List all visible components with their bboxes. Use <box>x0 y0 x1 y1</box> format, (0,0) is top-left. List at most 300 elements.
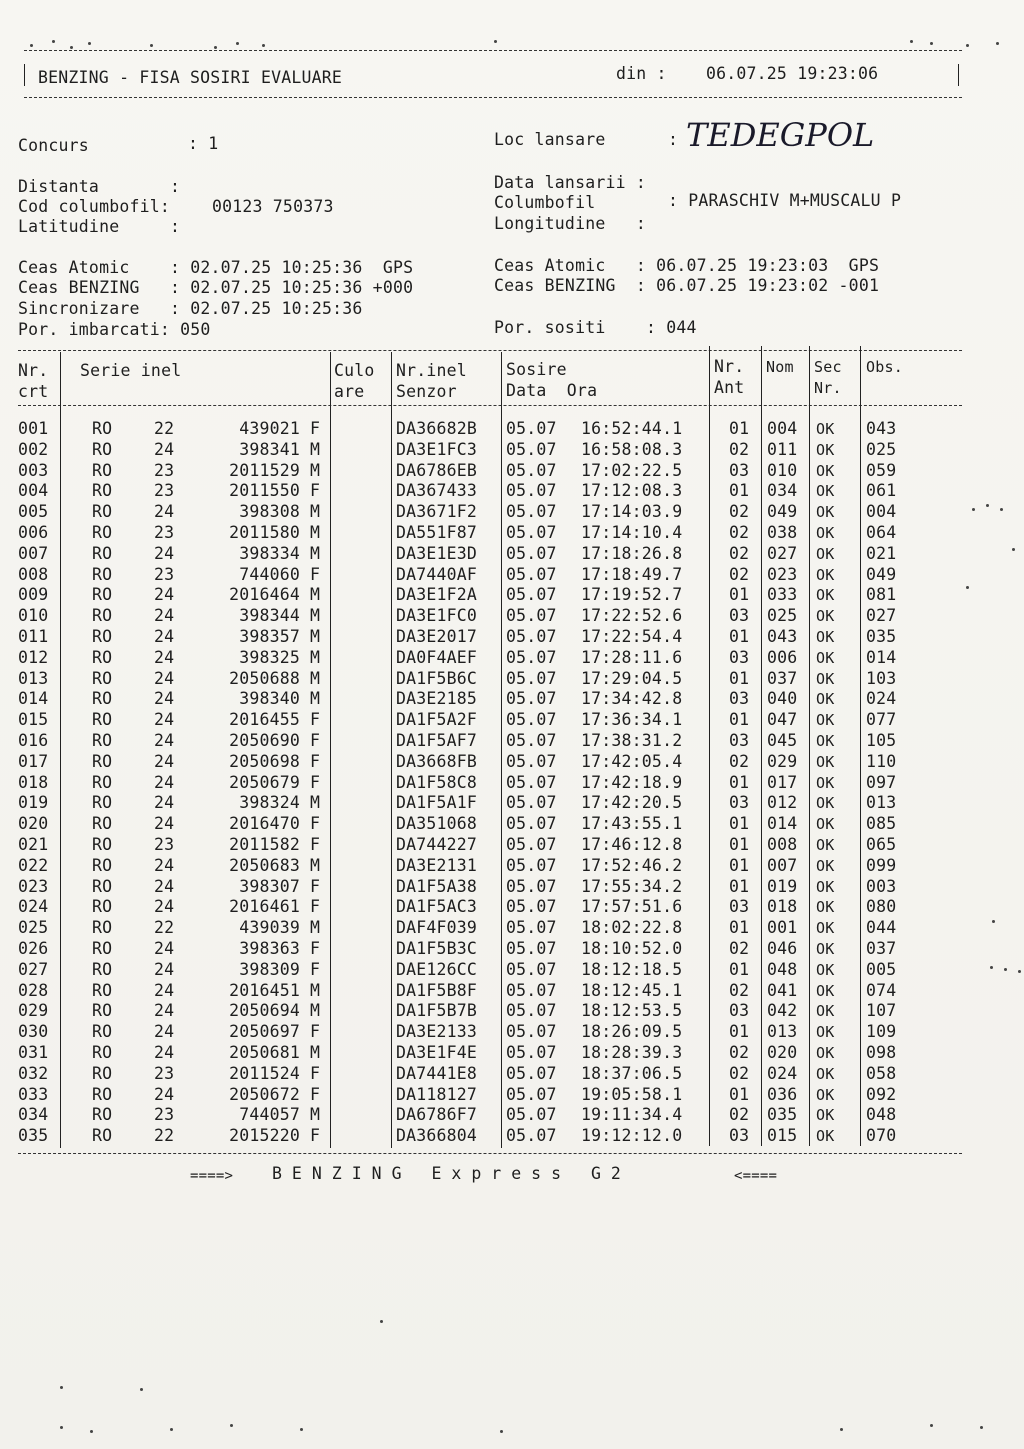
cell-year: 24 <box>154 689 175 709</box>
cell-country: RO <box>92 855 113 875</box>
cell-country: RO <box>92 585 113 605</box>
print-speck <box>1000 508 1003 511</box>
cell-sensor: DA3E2133 <box>396 1022 478 1042</box>
cell-sex: M <box>310 1001 321 1021</box>
cell-antenna: 01 <box>729 772 750 792</box>
cell-sex: F <box>310 1063 321 1083</box>
cell-obs: 014 <box>866 647 897 667</box>
cell-ring-number: 2011582 <box>229 835 300 854</box>
por-imbarcati: Por. imbarcati: 050 <box>18 320 211 339</box>
cell-sensor: DA118127 <box>396 1084 478 1104</box>
cell-sex: M <box>310 647 321 667</box>
cell-date: 05.07 <box>506 1043 557 1062</box>
cell-time: 16:52:44.1 <box>581 419 683 438</box>
print-speck <box>1012 548 1015 551</box>
cell-date: 05.07 <box>506 502 557 522</box>
cell-year: 22 <box>154 918 175 938</box>
cell-country: RO <box>92 1084 113 1104</box>
cell-ring-number: 2015220 <box>229 1126 300 1146</box>
cell-obs: 048 <box>866 1105 897 1125</box>
header-top-rule <box>24 50 962 51</box>
cell-nom: 012 <box>767 793 798 813</box>
cell-time: 18:02:22.8 <box>581 918 683 938</box>
cell-country: RO <box>92 980 113 1000</box>
por-sositi: Por. sositi : 044 <box>494 318 697 337</box>
cell-ring-number: 398340 <box>239 689 300 709</box>
cell-antenna: 01 <box>729 419 750 438</box>
cell-time: 17:18:49.7 <box>581 564 683 584</box>
cell-antenna: 02 <box>729 1063 750 1083</box>
cell-sensor: DA0F4AEF <box>396 647 478 667</box>
cell-sensor: DA366804 <box>396 1126 478 1146</box>
cell-time: 17:34:42.8 <box>581 689 683 709</box>
handwritten-text: TEDEGPOL <box>686 116 875 154</box>
loc-lansare-handwritten <box>684 116 875 160</box>
cell-ring-number: 2050698 <box>229 751 300 771</box>
cell-time: 17:28:11.6 <box>581 647 683 667</box>
cell-year: 24 <box>154 814 175 834</box>
cell-obs: 003 <box>866 876 897 896</box>
cell-year: 23 <box>154 835 175 854</box>
cell-sec: OK <box>816 815 835 834</box>
cell-year: 24 <box>154 793 175 813</box>
cell-antenna: 02 <box>729 523 750 542</box>
cell-time: 17:38:31.2 <box>581 731 683 750</box>
cell-ring-number: 398341 <box>239 439 300 459</box>
cell-sec: OK <box>816 1064 835 1083</box>
cell-time: 18:37:06.5 <box>581 1063 683 1083</box>
cell-time: 19:12:12.0 <box>581 1126 683 1146</box>
report-date-value: 06.07.25 19:23:06 <box>706 64 879 83</box>
cell-sensor: DA3E1F4E <box>396 1043 478 1062</box>
cell-year: 24 <box>154 980 175 1000</box>
cell-obs: 077 <box>866 710 897 730</box>
cell-sex: M <box>310 627 321 646</box>
cell-ring-number: 2050672 <box>229 1084 300 1104</box>
cell-nom: 001 <box>767 918 798 938</box>
cell-sex: M <box>310 439 321 459</box>
cell-year: 24 <box>154 939 175 958</box>
cell-year: 24 <box>154 876 175 896</box>
cell-country: RO <box>92 897 113 917</box>
cell-crt: 012 <box>18 647 49 667</box>
cell-antenna: 02 <box>729 1043 750 1062</box>
cell-sec: OK <box>816 482 835 501</box>
cell-antenna: 01 <box>729 814 750 834</box>
col-sep-inel <box>501 352 502 1148</box>
cell-crt: 024 <box>18 897 49 917</box>
cell-time: 17:14:03.9 <box>581 502 683 522</box>
cell-country: RO <box>92 939 113 958</box>
cell-country: RO <box>92 814 113 834</box>
cell-antenna: 02 <box>729 751 750 771</box>
cell-obs: 004 <box>866 502 897 522</box>
cell-time: 18:12:18.5 <box>581 959 683 979</box>
cell-date: 05.07 <box>506 543 557 563</box>
ceas-benzing-end: Ceas BENZING : 06.07.25 19:23:02 -001 <box>494 276 880 295</box>
cell-ring-number: 398307 <box>239 876 300 896</box>
cell-obs: 081 <box>866 585 897 605</box>
print-speck <box>996 42 999 45</box>
cell-antenna: 03 <box>729 689 750 709</box>
cell-obs: 074 <box>866 980 897 1000</box>
cell-antenna: 03 <box>729 606 750 626</box>
cell-crt: 026 <box>18 939 49 958</box>
cell-date: 05.07 <box>506 1001 557 1021</box>
cell-antenna: 01 <box>729 481 750 501</box>
cell-country: RO <box>92 439 113 459</box>
cell-time: 17:57:51.6 <box>581 897 683 917</box>
cell-year: 24 <box>154 1001 175 1021</box>
cell-time: 17:43:55.1 <box>581 814 683 834</box>
cell-antenna: 01 <box>729 918 750 938</box>
cell-sec: OK <box>816 856 835 875</box>
cell-obs: 024 <box>866 689 897 709</box>
cell-nom: 011 <box>767 439 798 459</box>
cell-sec: OK <box>816 1023 835 1042</box>
table-bottom-rule <box>18 1153 962 1154</box>
cell-time: 17:36:34.1 <box>581 710 683 730</box>
cell-time: 17:22:54.4 <box>581 627 683 646</box>
cell-ring-number: 2050697 <box>229 1022 300 1042</box>
cell-sex: F <box>310 939 321 958</box>
cell-time: 17:55:34.2 <box>581 876 683 896</box>
col-header-senzor: Senzor <box>396 382 457 401</box>
cell-crt: 023 <box>18 876 49 896</box>
col-header-crt: crt <box>18 382 49 401</box>
cell-antenna: 02 <box>729 939 750 958</box>
cell-ring-number: 398324 <box>239 793 300 813</box>
col-header-ant: Ant <box>714 378 745 397</box>
cell-year: 24 <box>154 1022 175 1042</box>
cell-country: RO <box>92 481 113 501</box>
print-speck <box>966 44 969 47</box>
cell-country: RO <box>92 606 113 626</box>
cell-nom: 041 <box>767 980 798 1000</box>
cell-obs: 110 <box>866 751 897 771</box>
cell-crt: 010 <box>18 606 49 626</box>
cell-antenna: 01 <box>729 959 750 979</box>
cell-country: RO <box>92 647 113 667</box>
cell-year: 23 <box>154 460 175 480</box>
cell-nom: 040 <box>767 689 798 709</box>
cell-obs: 105 <box>866 731 897 750</box>
cell-crt: 003 <box>18 460 49 480</box>
cell-country: RO <box>92 772 113 792</box>
cell-crt: 013 <box>18 668 49 688</box>
footer-left-arrow: ====> <box>190 1168 234 1184</box>
data-lansarii-label: Data lansarii : <box>494 173 647 192</box>
cell-sex: M <box>310 793 321 813</box>
cell-antenna: 03 <box>729 793 750 813</box>
cell-date: 05.07 <box>506 523 557 542</box>
cell-sensor: DA3E2017 <box>396 627 478 646</box>
cell-antenna: 01 <box>729 855 750 875</box>
cell-sex: F <box>310 814 321 834</box>
col-header-inel: Nr.inel <box>396 361 467 380</box>
cell-year: 24 <box>154 731 175 750</box>
cell-sensor: DA1F5B7B <box>396 1001 478 1021</box>
cell-antenna: 02 <box>729 502 750 522</box>
print-speck <box>910 40 913 43</box>
col-sep-sosire <box>709 346 710 1146</box>
cell-ring-number: 439021 <box>239 419 300 438</box>
print-speck <box>230 1424 233 1427</box>
cell-antenna: 01 <box>729 710 750 730</box>
cell-antenna: 03 <box>729 1001 750 1021</box>
cell-obs: 059 <box>866 460 897 480</box>
print-speck <box>966 586 969 589</box>
cell-country: RO <box>92 731 113 750</box>
cell-sec: OK <box>816 669 835 688</box>
cell-obs: 065 <box>866 835 897 854</box>
cod-columbofil-value: 00123 750373 <box>212 197 334 216</box>
cell-sec: OK <box>816 1106 835 1125</box>
cell-nom: 037 <box>767 668 798 688</box>
cell-date: 05.07 <box>506 647 557 667</box>
col-header-culo: Culo <box>334 361 375 380</box>
print-speck <box>500 1430 503 1433</box>
cell-date: 05.07 <box>506 627 557 646</box>
ceas-atomic-start: Ceas Atomic : 02.07.25 10:25:36 GPS <box>18 258 414 277</box>
cell-sec: OK <box>816 586 835 605</box>
cell-sec: OK <box>816 524 835 542</box>
cell-crt: 005 <box>18 502 49 522</box>
cell-obs: 025 <box>866 439 897 459</box>
cell-year: 23 <box>154 564 175 584</box>
print-speck <box>380 1320 383 1323</box>
cell-ring-number: 398357 <box>239 627 300 646</box>
cell-country: RO <box>92 502 113 522</box>
cell-date: 05.07 <box>506 959 557 979</box>
cell-nom: 049 <box>767 502 798 522</box>
cell-year: 24 <box>154 439 175 459</box>
cell-sensor: DA744227 <box>396 835 478 854</box>
cell-obs: 021 <box>866 543 897 563</box>
cell-country: RO <box>92 1126 113 1146</box>
cell-date: 05.07 <box>506 876 557 896</box>
cell-sec: OK <box>816 877 835 896</box>
cell-date: 05.07 <box>506 939 557 958</box>
col-header-obs: Obs. <box>866 358 903 376</box>
col-header-sec: Sec <box>814 358 842 376</box>
cell-sensor: DA3668FB <box>396 751 478 771</box>
cell-ring-number: 2050688 <box>229 668 300 688</box>
print-speck <box>494 40 497 43</box>
print-speck <box>990 966 993 969</box>
cell-sensor: DA6786F7 <box>396 1105 478 1125</box>
cell-year: 24 <box>154 1084 175 1104</box>
cell-ring-number: 398363 <box>239 939 300 958</box>
col-header-nr-ant: Nr. <box>714 357 745 376</box>
cell-sec: OK <box>816 752 835 771</box>
cell-year: 24 <box>154 502 175 522</box>
cell-time: 17:22:52.6 <box>581 606 683 626</box>
cell-nom: 020 <box>767 1043 798 1062</box>
cell-sex: M <box>310 1043 321 1062</box>
cell-obs: 013 <box>866 793 897 813</box>
cell-date: 05.07 <box>506 814 557 834</box>
cell-obs: 035 <box>866 627 897 646</box>
cell-year: 24 <box>154 710 175 730</box>
cell-year: 24 <box>154 751 175 771</box>
footer-brand: BENZING Express G2 <box>272 1164 631 1183</box>
cell-time: 17:19:52.7 <box>581 585 683 605</box>
cell-sec: OK <box>816 981 835 1000</box>
cell-ring-number: 2016461 <box>229 897 300 917</box>
cell-sec: OK <box>816 420 835 438</box>
cell-sex: F <box>310 835 321 854</box>
cell-sensor: DA3671F2 <box>396 502 478 522</box>
cell-ring-number: 2011550 <box>229 481 300 501</box>
cell-sec: OK <box>816 960 835 979</box>
cell-obs: 005 <box>866 959 897 979</box>
cell-sex: M <box>310 918 321 938</box>
cell-time: 17:46:12.8 <box>581 835 683 854</box>
cell-date: 05.07 <box>506 772 557 792</box>
cell-date: 05.07 <box>506 793 557 813</box>
cell-nom: 043 <box>767 627 798 646</box>
cell-time: 17:42:20.5 <box>581 793 683 813</box>
cell-antenna: 01 <box>729 876 750 896</box>
cell-year: 24 <box>154 543 175 563</box>
cell-country: RO <box>92 523 113 542</box>
cell-sex: F <box>310 897 321 917</box>
concurs-value: : 1 <box>188 134 219 153</box>
col-sep-crt <box>60 352 61 1148</box>
cell-antenna: 03 <box>729 460 750 480</box>
cell-obs: 080 <box>866 897 897 917</box>
print-speck <box>986 504 989 507</box>
cell-crt: 031 <box>18 1043 49 1062</box>
cell-ring-number: 2050694 <box>229 1001 300 1021</box>
print-speck <box>214 46 217 49</box>
cell-sex: F <box>310 710 321 730</box>
cell-sensor: DA1F5B6C <box>396 668 478 688</box>
cell-antenna: 01 <box>729 668 750 688</box>
cell-nom: 014 <box>767 814 798 834</box>
cell-time: 19:05:58.1 <box>581 1084 683 1104</box>
cell-crt: 015 <box>18 710 49 730</box>
cell-country: RO <box>92 918 113 938</box>
sincronizare: Sincronizare : 02.07.25 10:25:36 <box>18 299 363 318</box>
cell-obs: 064 <box>866 523 897 542</box>
cell-date: 05.07 <box>506 606 557 626</box>
cell-date: 05.07 <box>506 460 557 480</box>
cell-nom: 023 <box>767 564 798 584</box>
columbofil-value: : PARASCHIV M+MUSCALU P <box>668 191 902 210</box>
cell-ring-number: 744057 <box>239 1105 300 1125</box>
cell-ring-number: 439039 <box>239 918 300 938</box>
cell-year: 23 <box>154 523 175 542</box>
header-bottom-rule <box>24 97 962 98</box>
cell-nom: 048 <box>767 959 798 979</box>
handwriting-signature <box>684 116 875 160</box>
cell-crt: 008 <box>18 564 49 584</box>
cell-date: 05.07 <box>506 1084 557 1104</box>
cell-nom: 025 <box>767 606 798 626</box>
cell-sensor: DA1F5A1F <box>396 793 478 813</box>
cell-crt: 032 <box>18 1063 49 1083</box>
cell-year: 24 <box>154 1043 175 1062</box>
cell-crt: 025 <box>18 918 49 938</box>
cell-nom: 042 <box>767 1001 798 1021</box>
cell-crt: 016 <box>18 731 49 750</box>
cell-country: RO <box>92 1063 113 1083</box>
cell-date: 05.07 <box>506 564 557 584</box>
print-speck <box>840 1428 843 1431</box>
cell-antenna: 01 <box>729 585 750 605</box>
print-speck <box>150 44 153 47</box>
cell-time: 18:28:39.3 <box>581 1043 683 1062</box>
cell-crt: 028 <box>18 980 49 1000</box>
cell-sex: M <box>310 460 321 480</box>
cell-sec: OK <box>816 1127 835 1146</box>
cell-sensor: DAF4F039 <box>396 918 478 938</box>
print-speck <box>60 1386 63 1389</box>
cell-year: 24 <box>154 627 175 646</box>
cell-sex: M <box>310 606 321 626</box>
cell-country: RO <box>92 959 113 979</box>
cell-obs: 103 <box>866 668 897 688</box>
col-header-nom: Nom <box>766 358 794 376</box>
cell-nom: 027 <box>767 543 798 563</box>
cell-sec: OK <box>816 732 835 750</box>
cell-nom: 015 <box>767 1126 798 1146</box>
cell-ring-number: 398308 <box>239 502 300 522</box>
cell-sec: OK <box>816 898 835 917</box>
cell-obs: 058 <box>866 1063 897 1083</box>
cell-year: 23 <box>154 1105 175 1125</box>
cell-nom: 024 <box>767 1063 798 1083</box>
cell-sensor: DA3E1F2A <box>396 585 478 605</box>
cell-crt: 014 <box>18 689 49 709</box>
cell-time: 17:29:04.5 <box>581 668 683 688</box>
cell-time: 17:18:26.8 <box>581 543 683 563</box>
cell-date: 05.07 <box>506 419 557 438</box>
cell-date: 05.07 <box>506 1022 557 1042</box>
cell-sensor: DA1F5A2F <box>396 710 478 730</box>
table-top-rule <box>18 350 962 351</box>
cell-sex: M <box>310 523 321 542</box>
cell-sec: OK <box>816 648 835 667</box>
cell-sensor: DA3E2185 <box>396 689 478 709</box>
cell-year: 24 <box>154 668 175 688</box>
header-left-border <box>24 64 25 86</box>
cell-nom: 007 <box>767 855 798 875</box>
cell-crt: 018 <box>18 772 49 792</box>
cell-sex: F <box>310 419 321 438</box>
cell-nom: 006 <box>767 647 798 667</box>
cell-sec: OK <box>816 440 835 459</box>
cell-sex: F <box>310 1022 321 1042</box>
cell-date: 05.07 <box>506 1105 557 1125</box>
cell-ring-number: 398309 <box>239 959 300 979</box>
cell-sec: OK <box>816 565 835 584</box>
cell-antenna: 01 <box>729 1022 750 1042</box>
print-speck <box>972 508 975 511</box>
cell-antenna: 03 <box>729 1126 750 1146</box>
cell-date: 05.07 <box>506 689 557 709</box>
cell-nom: 033 <box>767 585 798 605</box>
cell-antenna: 01 <box>729 627 750 646</box>
cell-crt: 017 <box>18 751 49 771</box>
cell-ring-number: 2050679 <box>229 772 300 792</box>
cell-date: 05.07 <box>506 585 557 605</box>
cell-year: 24 <box>154 772 175 792</box>
cell-year: 23 <box>154 1063 175 1083</box>
cell-country: RO <box>92 1043 113 1062</box>
